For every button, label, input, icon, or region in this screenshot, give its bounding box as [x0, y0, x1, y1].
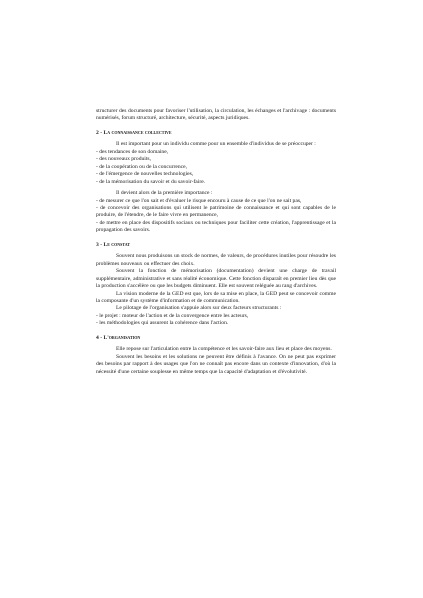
- list-item: - de l'émergence de nouvelles technologies,: [96, 171, 194, 178]
- section2-paragraph-2: Il devient alors de la première importance :: [116, 190, 213, 197]
- list-item: - des nouveaux produits,: [96, 156, 151, 163]
- section2-paragraph-1: Il est important pour un individu comme pour un ensemble d'individus de se préoccuper :: [116, 141, 316, 148]
- section-heading-le-constat: 3 - Le constat: [96, 241, 131, 248]
- section-heading-connaissance-collective: 2 - La connaissance collective: [96, 129, 172, 136]
- section4-paragraph-1: Elle repose sur l'articulation entre la compétence et les savoir-faire aux lieu et place des moyens.: [116, 346, 332, 353]
- intro-paragraph: structurer des documents pour favoriser l'utilisation, la circulation, les échanges et l'archivage : documents numérisés, forum structuré, architecture, sécurité, aspects juridiques.: [96, 108, 336, 122]
- list-item: - les méthodologies qui assurent la cohérence dans l'action.: [96, 320, 229, 327]
- section3-paragraph-4: Le pilotage de l'organisation s'appuie alors sur deux facteurs structurants :: [116, 305, 282, 312]
- section3-list: [96, 313, 336, 328]
- section2-list-1: [96, 149, 336, 186]
- list-item: - des tendances de son domaine,: [96, 148, 169, 155]
- section2-list-2: [96, 198, 336, 235]
- list-item: - de la coopération ou de la concurrence,: [96, 163, 188, 170]
- list-item: - de mesurer ce que l'on sait et d'évaluer le risque encouru à cause de ce que l'on ne sait pas,: [96, 197, 302, 204]
- page-content: [96, 108, 336, 376]
- list-item: - de la mémorisation du savoir et du savoir-faire.: [96, 178, 206, 185]
- section4-paragraph-2: Souvent les besoins et les solutions ne peuvent être définis à l'avance. On ne peut pas exprimer des besoins par rapport à des usages que l'on ne connaît pas encore dans un contexte d'innovation, d'où la nécessité d'une certaine souplesse en même temps que la capacité d'adaptation et d'évolutivité.: [96, 353, 336, 375]
- section3-paragraph-3: La vision moderne de la GED est que, lors de sa mise en place, la GED peut se concevoir comme la composante d'un système d'information et de communication.: [96, 290, 336, 304]
- list-item: - le projet : moteur de l'action et de la convergence entre les acteurs,: [96, 312, 249, 319]
- list-item: - de mettre en place des dispositifs sociaux ou techniques pour faciliter cette création, l'apprentissage et la propagation des savoirs.: [96, 219, 336, 234]
- section3-paragraph-1: Souvent nous produisons un stock de normes, de valeurs, de procédures inutiles pour résoudre les problèmes nouveaux ou effectuer des choix.: [96, 253, 336, 267]
- list-item: - de concevoir des organisations qui utilisent le patrimoine de connaissance et qui sont capables de le produire, de l'étendre, de le faire vivre en permanence,: [96, 204, 336, 219]
- section-heading-organisation: 4 - L'organisation: [96, 334, 141, 341]
- section3-paragraph-2: Souvent la fonction de mémorisation (documentation) devient une charge de travail supplémentaire, administrative et sans réalité économique. Cette fonction disparaît en premier lieu dès que la production s'accélère ou que les budgets diminuent. Elle est souvent reléguée au rang d'archives.: [96, 268, 336, 290]
